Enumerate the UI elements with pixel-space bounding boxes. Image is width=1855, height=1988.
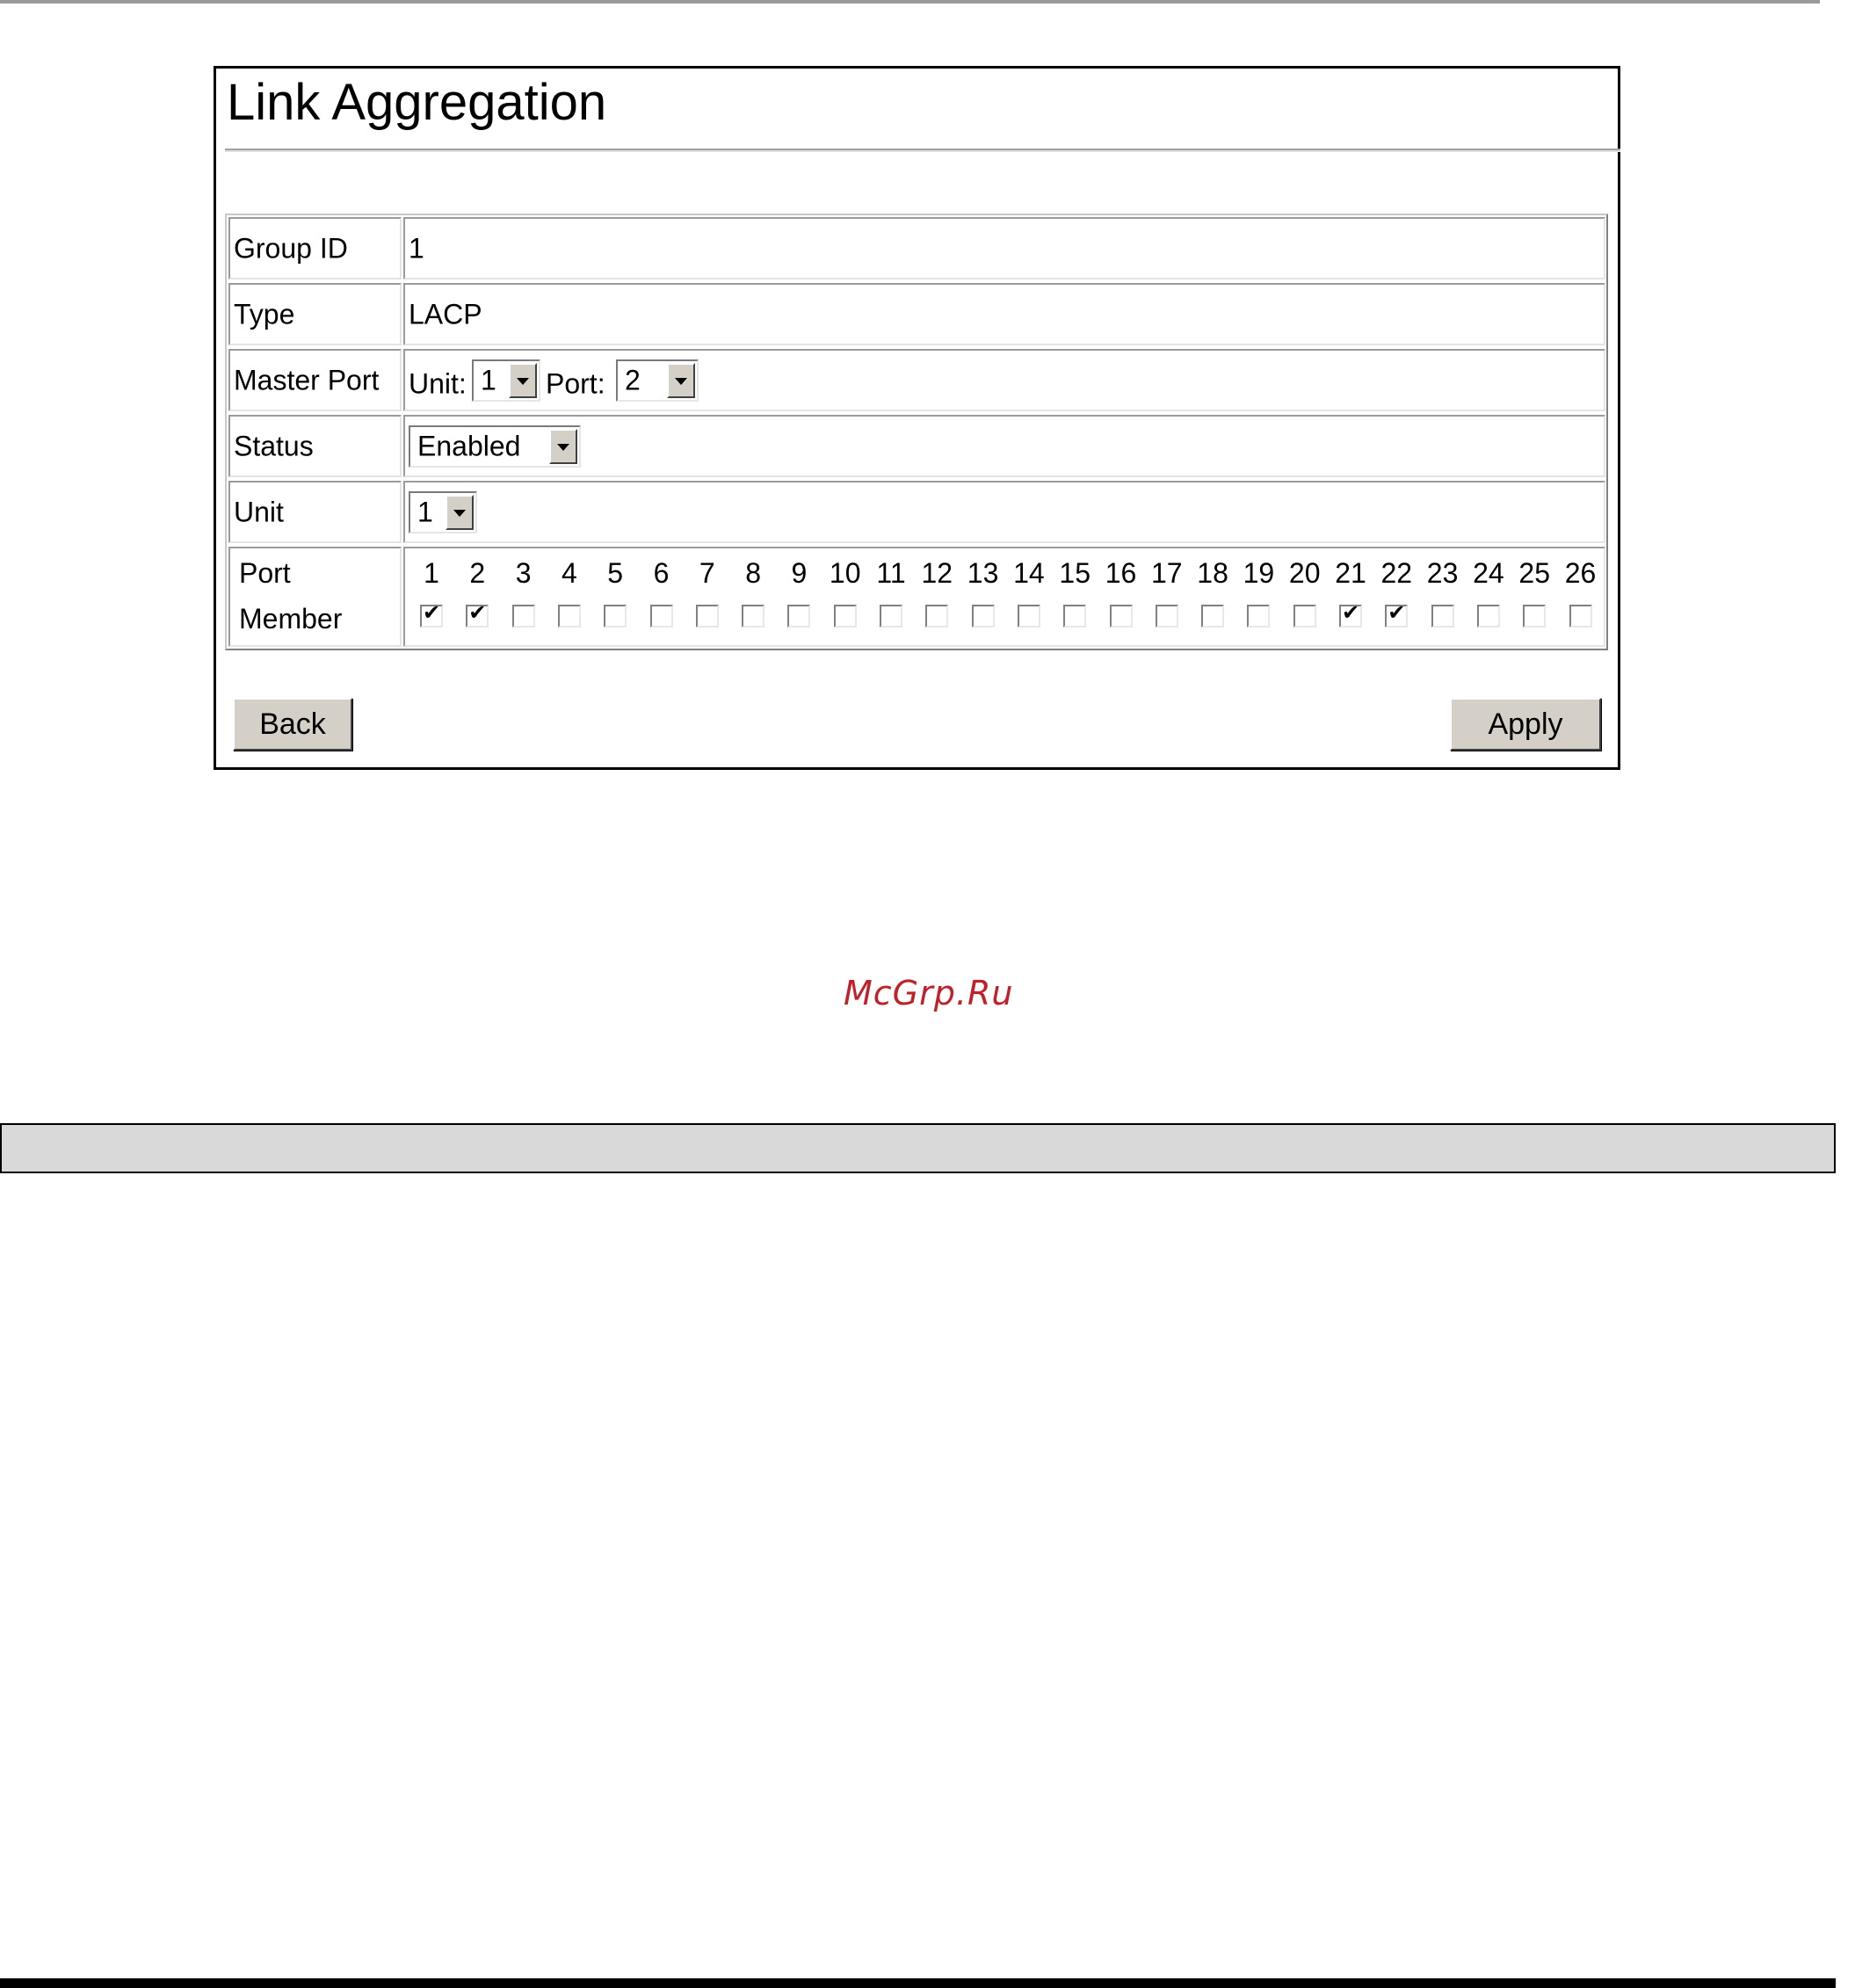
port-7-checkbox[interactable] xyxy=(696,605,719,628)
port-number: 8 xyxy=(745,557,761,589)
port-member-label-cell xyxy=(228,547,402,647)
chevron-down-icon[interactable] xyxy=(549,429,577,464)
port-column xyxy=(501,548,547,645)
port-25-checkbox[interactable] xyxy=(1523,605,1546,628)
master-port-select[interactable] xyxy=(616,359,699,402)
watermark-text: McGrp.Ru xyxy=(844,974,1014,1012)
port-22-checkbox[interactable] xyxy=(1385,601,1408,628)
port-number: 16 xyxy=(1105,557,1137,589)
port-number: 19 xyxy=(1243,557,1275,589)
unit-value-cell xyxy=(403,481,1605,543)
unit-select[interactable] xyxy=(409,491,477,533)
port-number: 21 xyxy=(1335,557,1366,589)
status-value: Enabled xyxy=(417,430,521,461)
port-column xyxy=(547,548,592,645)
settings-table xyxy=(225,214,1608,650)
master-unit-select[interactable] xyxy=(472,359,540,402)
chevron-down-icon[interactable] xyxy=(509,363,537,398)
port-column xyxy=(1373,548,1419,645)
link-aggregation-panel xyxy=(214,66,1620,770)
type-value: LACP xyxy=(409,298,482,330)
type-label: Type xyxy=(234,298,295,330)
port-10-checkbox[interactable] xyxy=(834,605,857,628)
group-id-label: Group ID xyxy=(234,232,348,264)
port-8-checkbox[interactable] xyxy=(742,605,764,628)
master-port-label: Master Port xyxy=(234,364,380,395)
port-number: 1 xyxy=(424,557,439,589)
port-column xyxy=(1006,548,1052,645)
unit-row xyxy=(228,479,1605,545)
port-26-checkbox[interactable] xyxy=(1569,605,1592,628)
port-column xyxy=(1282,548,1328,645)
type-row xyxy=(228,281,1605,347)
unit-label: Unit xyxy=(234,496,284,527)
status-value-cell xyxy=(403,415,1605,477)
unit-value: 1 xyxy=(417,496,433,527)
port-19-checkbox[interactable] xyxy=(1247,605,1270,628)
checkmark-icon: ✔ xyxy=(423,601,441,625)
group-id-row xyxy=(228,215,1605,281)
top-divider xyxy=(0,0,1820,4)
chevron-down-icon[interactable] xyxy=(667,363,695,398)
section-bar xyxy=(0,1123,1836,1173)
port-11-checkbox[interactable] xyxy=(880,605,902,628)
group-id-value: 1 xyxy=(409,232,424,264)
title-divider xyxy=(225,149,1620,152)
checkmark-icon: ✔ xyxy=(1342,601,1360,625)
port-2-checkbox[interactable] xyxy=(466,601,489,628)
port-number: 6 xyxy=(653,557,670,589)
port-column xyxy=(1052,548,1098,645)
port-number: 15 xyxy=(1059,557,1091,589)
unit-label-cell xyxy=(228,481,402,543)
port-column xyxy=(1558,548,1604,645)
port-number: 18 xyxy=(1197,557,1228,589)
port-17-checkbox[interactable] xyxy=(1156,605,1178,628)
port-number: 25 xyxy=(1518,557,1550,589)
port-column xyxy=(776,548,822,645)
port-number: 5 xyxy=(607,557,624,589)
status-label: Status xyxy=(234,430,314,461)
port-column xyxy=(409,548,454,645)
port-number: 20 xyxy=(1288,557,1321,589)
port-number: 10 xyxy=(829,557,861,589)
master-unit-label: Unit: xyxy=(409,367,467,399)
port-number: 11 xyxy=(876,557,906,589)
port-3-checkbox[interactable] xyxy=(512,605,535,628)
master-port-port-label: Port: xyxy=(546,367,605,399)
master-port-label-cell xyxy=(228,349,402,411)
port-20-checkbox[interactable] xyxy=(1293,605,1316,628)
master-unit-value: 1 xyxy=(481,364,496,395)
port-number: 14 xyxy=(1013,557,1045,589)
port-number: 17 xyxy=(1151,557,1183,589)
port-23-checkbox[interactable] xyxy=(1431,605,1454,628)
port-21-checkbox[interactable] xyxy=(1339,601,1362,628)
port-number: 7 xyxy=(699,557,715,589)
port-column xyxy=(1098,548,1144,645)
master-port-row xyxy=(228,347,1605,413)
port-column xyxy=(1235,548,1281,645)
port-12-checkbox[interactable] xyxy=(925,605,948,628)
port-number: 23 xyxy=(1426,557,1459,589)
port-column xyxy=(1466,548,1511,645)
port-number: 22 xyxy=(1380,557,1413,589)
port-number: 24 xyxy=(1473,557,1504,589)
port-number: 13 xyxy=(967,557,999,589)
group-id-label-cell xyxy=(228,217,402,279)
port-column xyxy=(1144,548,1190,645)
port-4-checkbox[interactable] xyxy=(558,605,581,628)
port-column xyxy=(685,548,730,645)
port-member-row xyxy=(228,545,1605,649)
port-column xyxy=(592,548,638,645)
page-title: Link Aggregation xyxy=(227,74,607,131)
port-number: 9 xyxy=(791,557,808,589)
port-column xyxy=(960,548,1006,645)
type-value-cell xyxy=(403,283,1605,345)
port-column xyxy=(868,548,914,645)
port-18-checkbox[interactable] xyxy=(1201,605,1224,628)
port-member-value-cell xyxy=(403,547,1605,647)
port-column xyxy=(914,548,960,645)
port-number: 3 xyxy=(515,557,532,589)
port-column xyxy=(1190,548,1235,645)
checkmark-icon: ✔ xyxy=(1388,601,1406,625)
master-port-value: 2 xyxy=(625,364,641,395)
back-button[interactable]: Back xyxy=(233,698,352,751)
port-15-checkbox[interactable] xyxy=(1063,605,1086,628)
port-column xyxy=(1420,548,1466,645)
port-9-checkbox[interactable] xyxy=(787,605,810,628)
port-number: 26 xyxy=(1564,557,1597,589)
port-member-label-line1: Port xyxy=(239,557,291,589)
port-13-checkbox[interactable] xyxy=(972,605,995,628)
bottom-divider xyxy=(0,1978,1836,1988)
port-column xyxy=(822,548,868,645)
status-select[interactable] xyxy=(409,425,581,468)
port-column xyxy=(1328,548,1373,645)
status-row xyxy=(228,413,1605,479)
port-24-checkbox[interactable] xyxy=(1477,605,1500,628)
chevron-down-icon[interactable] xyxy=(446,495,474,530)
port-column xyxy=(730,548,776,645)
checkmark-icon: ✔ xyxy=(468,601,487,625)
port-14-checkbox[interactable] xyxy=(1018,605,1040,628)
port-number: 2 xyxy=(469,557,486,589)
port-5-checkbox[interactable] xyxy=(604,605,627,628)
port-column xyxy=(1511,548,1557,645)
port-6-checkbox[interactable] xyxy=(650,605,673,628)
port-number: 4 xyxy=(561,557,577,589)
port-column xyxy=(639,548,685,645)
port-1-checkbox[interactable] xyxy=(420,601,443,628)
port-column xyxy=(454,548,500,645)
port-16-checkbox[interactable] xyxy=(1110,605,1133,628)
type-label-cell xyxy=(228,283,402,345)
apply-button[interactable]: Apply xyxy=(1450,698,1601,751)
port-number: 12 xyxy=(921,557,953,589)
status-label-cell xyxy=(228,415,402,477)
port-member-label-line2: Member xyxy=(239,603,343,635)
group-id-value-cell xyxy=(403,217,1605,279)
master-port-value-cell xyxy=(403,349,1605,411)
